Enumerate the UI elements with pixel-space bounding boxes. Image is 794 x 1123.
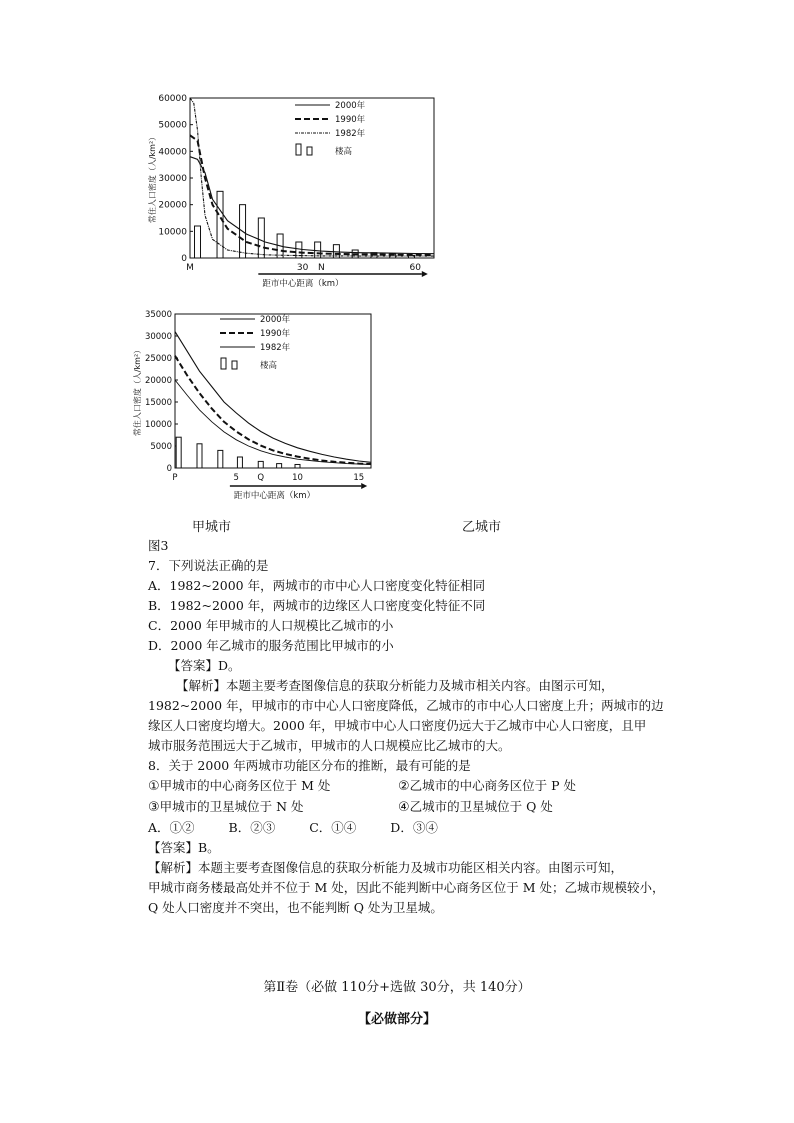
q7-analysis-line-3: 缘区人口密度均增大。2000 年，甲城市中心人口密度仍远大于乙城市中心人口密度，且甲 bbox=[148, 718, 647, 733]
x-tick-label: 60 bbox=[409, 263, 421, 273]
building-height-bar bbox=[295, 464, 300, 468]
legend-label: 2000年 bbox=[335, 101, 366, 111]
legend-label: 1990年 bbox=[260, 329, 291, 339]
building-height-bar bbox=[195, 226, 201, 258]
legend-label: 1990年 bbox=[335, 115, 366, 125]
x-axis-label: 距市中心距离（km） bbox=[262, 279, 344, 289]
x-tick-label: 30 bbox=[296, 263, 309, 273]
legend-label: 楼高 bbox=[260, 361, 278, 371]
q8-choice-a: A．①② bbox=[148, 820, 195, 835]
x-tick-label: M bbox=[186, 263, 194, 273]
q8-choices bbox=[148, 818, 668, 838]
y-axis-label: 常住人口密度（人/km²） bbox=[148, 132, 157, 224]
y-axis-label: 常住人口密度（人/km²） bbox=[133, 345, 142, 437]
building-height-bar bbox=[218, 450, 223, 468]
q7-option-d: D．2000 年乙城市的服务范围比甲城市的小 bbox=[148, 638, 394, 653]
q8-analysis-line-1: 【解析】本题主要考查图像信息的获取分析能力及城市功能区相关内容。由图示可知， bbox=[148, 860, 624, 875]
q7-analysis-line-1: 【解析】本题主要考查图像信息的获取分析能力及城市相关内容。由图示可知， bbox=[176, 678, 614, 693]
statement-text: 乙城市的卫星城位于 Q 处 bbox=[409, 799, 553, 814]
section-title: 第Ⅱ卷（必做 110分+选做 30分，共 140分） bbox=[263, 980, 531, 995]
series-line bbox=[190, 157, 434, 254]
x-tick-label: Q bbox=[257, 473, 265, 483]
question-block bbox=[148, 536, 668, 918]
statement-number: ① bbox=[148, 779, 160, 794]
q7-stem: 7．下列说法正确的是 bbox=[148, 558, 269, 573]
y-tick-label: 10000 bbox=[158, 227, 187, 238]
caption-city-jia: 甲城市 bbox=[192, 520, 232, 535]
q8-choice-b: B．②③ bbox=[228, 820, 276, 835]
chart-yi-svg bbox=[133, 306, 385, 516]
statement-number: ③ bbox=[148, 800, 160, 815]
building-height-bar bbox=[176, 437, 181, 468]
building-height-bar bbox=[258, 218, 264, 258]
building-height-bar bbox=[277, 464, 282, 468]
y-tick-label: 15000 bbox=[144, 398, 172, 408]
series-line bbox=[175, 356, 371, 464]
legend-label: 1982年 bbox=[260, 343, 291, 353]
y-tick-label: 0 bbox=[166, 464, 172, 474]
statement-text: 乙城市的中心商务区位于 P 处 bbox=[409, 778, 577, 793]
q7-analysis-line-2: 1982~2000 年，甲城市的市中心人口密度降低，乙城市的市中心人口密度上升；两城市的边 bbox=[148, 698, 664, 713]
x-tick-label: 15 bbox=[353, 473, 365, 483]
q8-choice-c: C．①④ bbox=[309, 820, 357, 835]
legend-bar-swatch bbox=[296, 144, 301, 155]
building-height-bar bbox=[258, 461, 263, 468]
legend-label: 1982年 bbox=[335, 129, 366, 139]
building-height-bar bbox=[237, 457, 242, 468]
y-tick-label: 20000 bbox=[144, 376, 172, 386]
arrow-head-icon bbox=[361, 483, 367, 489]
arrow-head-icon bbox=[422, 271, 428, 277]
building-height-bar bbox=[217, 191, 223, 258]
y-tick-label: 0 bbox=[181, 254, 187, 264]
statement-text: 甲城市的卫星城位于 N 处 bbox=[159, 799, 304, 814]
x-tick-label: 10 bbox=[292, 473, 303, 483]
chart-city-yi bbox=[133, 306, 385, 516]
y-tick-label: 20000 bbox=[158, 200, 187, 211]
y-tick-label: 10000 bbox=[144, 420, 172, 430]
y-tick-label: 50000 bbox=[158, 120, 187, 131]
building-height-bar bbox=[197, 444, 202, 468]
legend-bar-swatch bbox=[232, 361, 237, 369]
y-tick-label: 25000 bbox=[144, 354, 172, 364]
figure-label: 图3 bbox=[148, 538, 169, 553]
q8-stem: 8．关于 2000 年两城市功能区分布的推断，最有可能的是 bbox=[148, 758, 471, 773]
y-tick-label: 5000 bbox=[150, 442, 172, 452]
legend-bar-swatch bbox=[307, 147, 312, 155]
y-tick-label: 40000 bbox=[158, 147, 187, 158]
q7-option-b: B．1982~2000 年，两城市的边缘区人口密度变化特征不同 bbox=[148, 598, 486, 613]
y-tick-label: 30000 bbox=[144, 332, 172, 342]
q8-statement-row-1 bbox=[148, 776, 668, 797]
q8-analysis-line-3: Q 处人口密度并不突出，也不能判断 Q 处为卫星城。 bbox=[148, 900, 443, 915]
x-tick-label: N bbox=[318, 263, 325, 273]
y-tick-label: 30000 bbox=[158, 174, 187, 184]
section-subtitle: 【必做部分】 bbox=[357, 1012, 436, 1027]
q7-analysis-line-4: 城市服务范围远大于乙城市，甲城市的人口规模应比乙城市的大。 bbox=[148, 738, 511, 753]
series-line bbox=[175, 380, 371, 465]
q8-answer: 【答案】B。 bbox=[148, 840, 220, 855]
y-tick-label: 35000 bbox=[144, 310, 172, 320]
q7-option-a: A．1982~2000 年，两城市的市中心人口密度变化特征相同 bbox=[148, 578, 486, 593]
q8-choice-d: D．③④ bbox=[390, 820, 438, 835]
chart-jia-svg bbox=[145, 92, 445, 302]
chart-city-jia bbox=[145, 92, 445, 302]
legend-label: 2000年 bbox=[260, 315, 291, 325]
legend-label: 楼高 bbox=[335, 147, 353, 157]
y-tick-label: 60000 bbox=[158, 94, 187, 104]
x-tick-label: P bbox=[172, 473, 178, 483]
q7-option-c: C．2000 年甲城市的人口规模比乙城市的小 bbox=[148, 618, 394, 633]
statement-number: ② bbox=[398, 779, 410, 794]
legend-bar-swatch bbox=[221, 358, 226, 369]
statement-number: ④ bbox=[398, 800, 410, 815]
q8-statement-row-2 bbox=[148, 797, 668, 818]
series-line bbox=[190, 98, 434, 256]
x-axis-label: 距市中心距离（km） bbox=[233, 491, 316, 501]
q8-analysis-line-2: 甲城市商务楼最高处并不位于 M 处，因此不能判断中心商务区位于 M 处；乙城市规模较小， bbox=[148, 880, 665, 895]
statement-text: 甲城市的中心商务区位于 M 处 bbox=[159, 778, 331, 793]
caption-city-yi: 乙城市 bbox=[462, 520, 502, 535]
x-tick-label: 5 bbox=[233, 473, 239, 483]
q7-answer: 【答案】D。 bbox=[168, 658, 241, 673]
plot-frame bbox=[190, 98, 434, 258]
